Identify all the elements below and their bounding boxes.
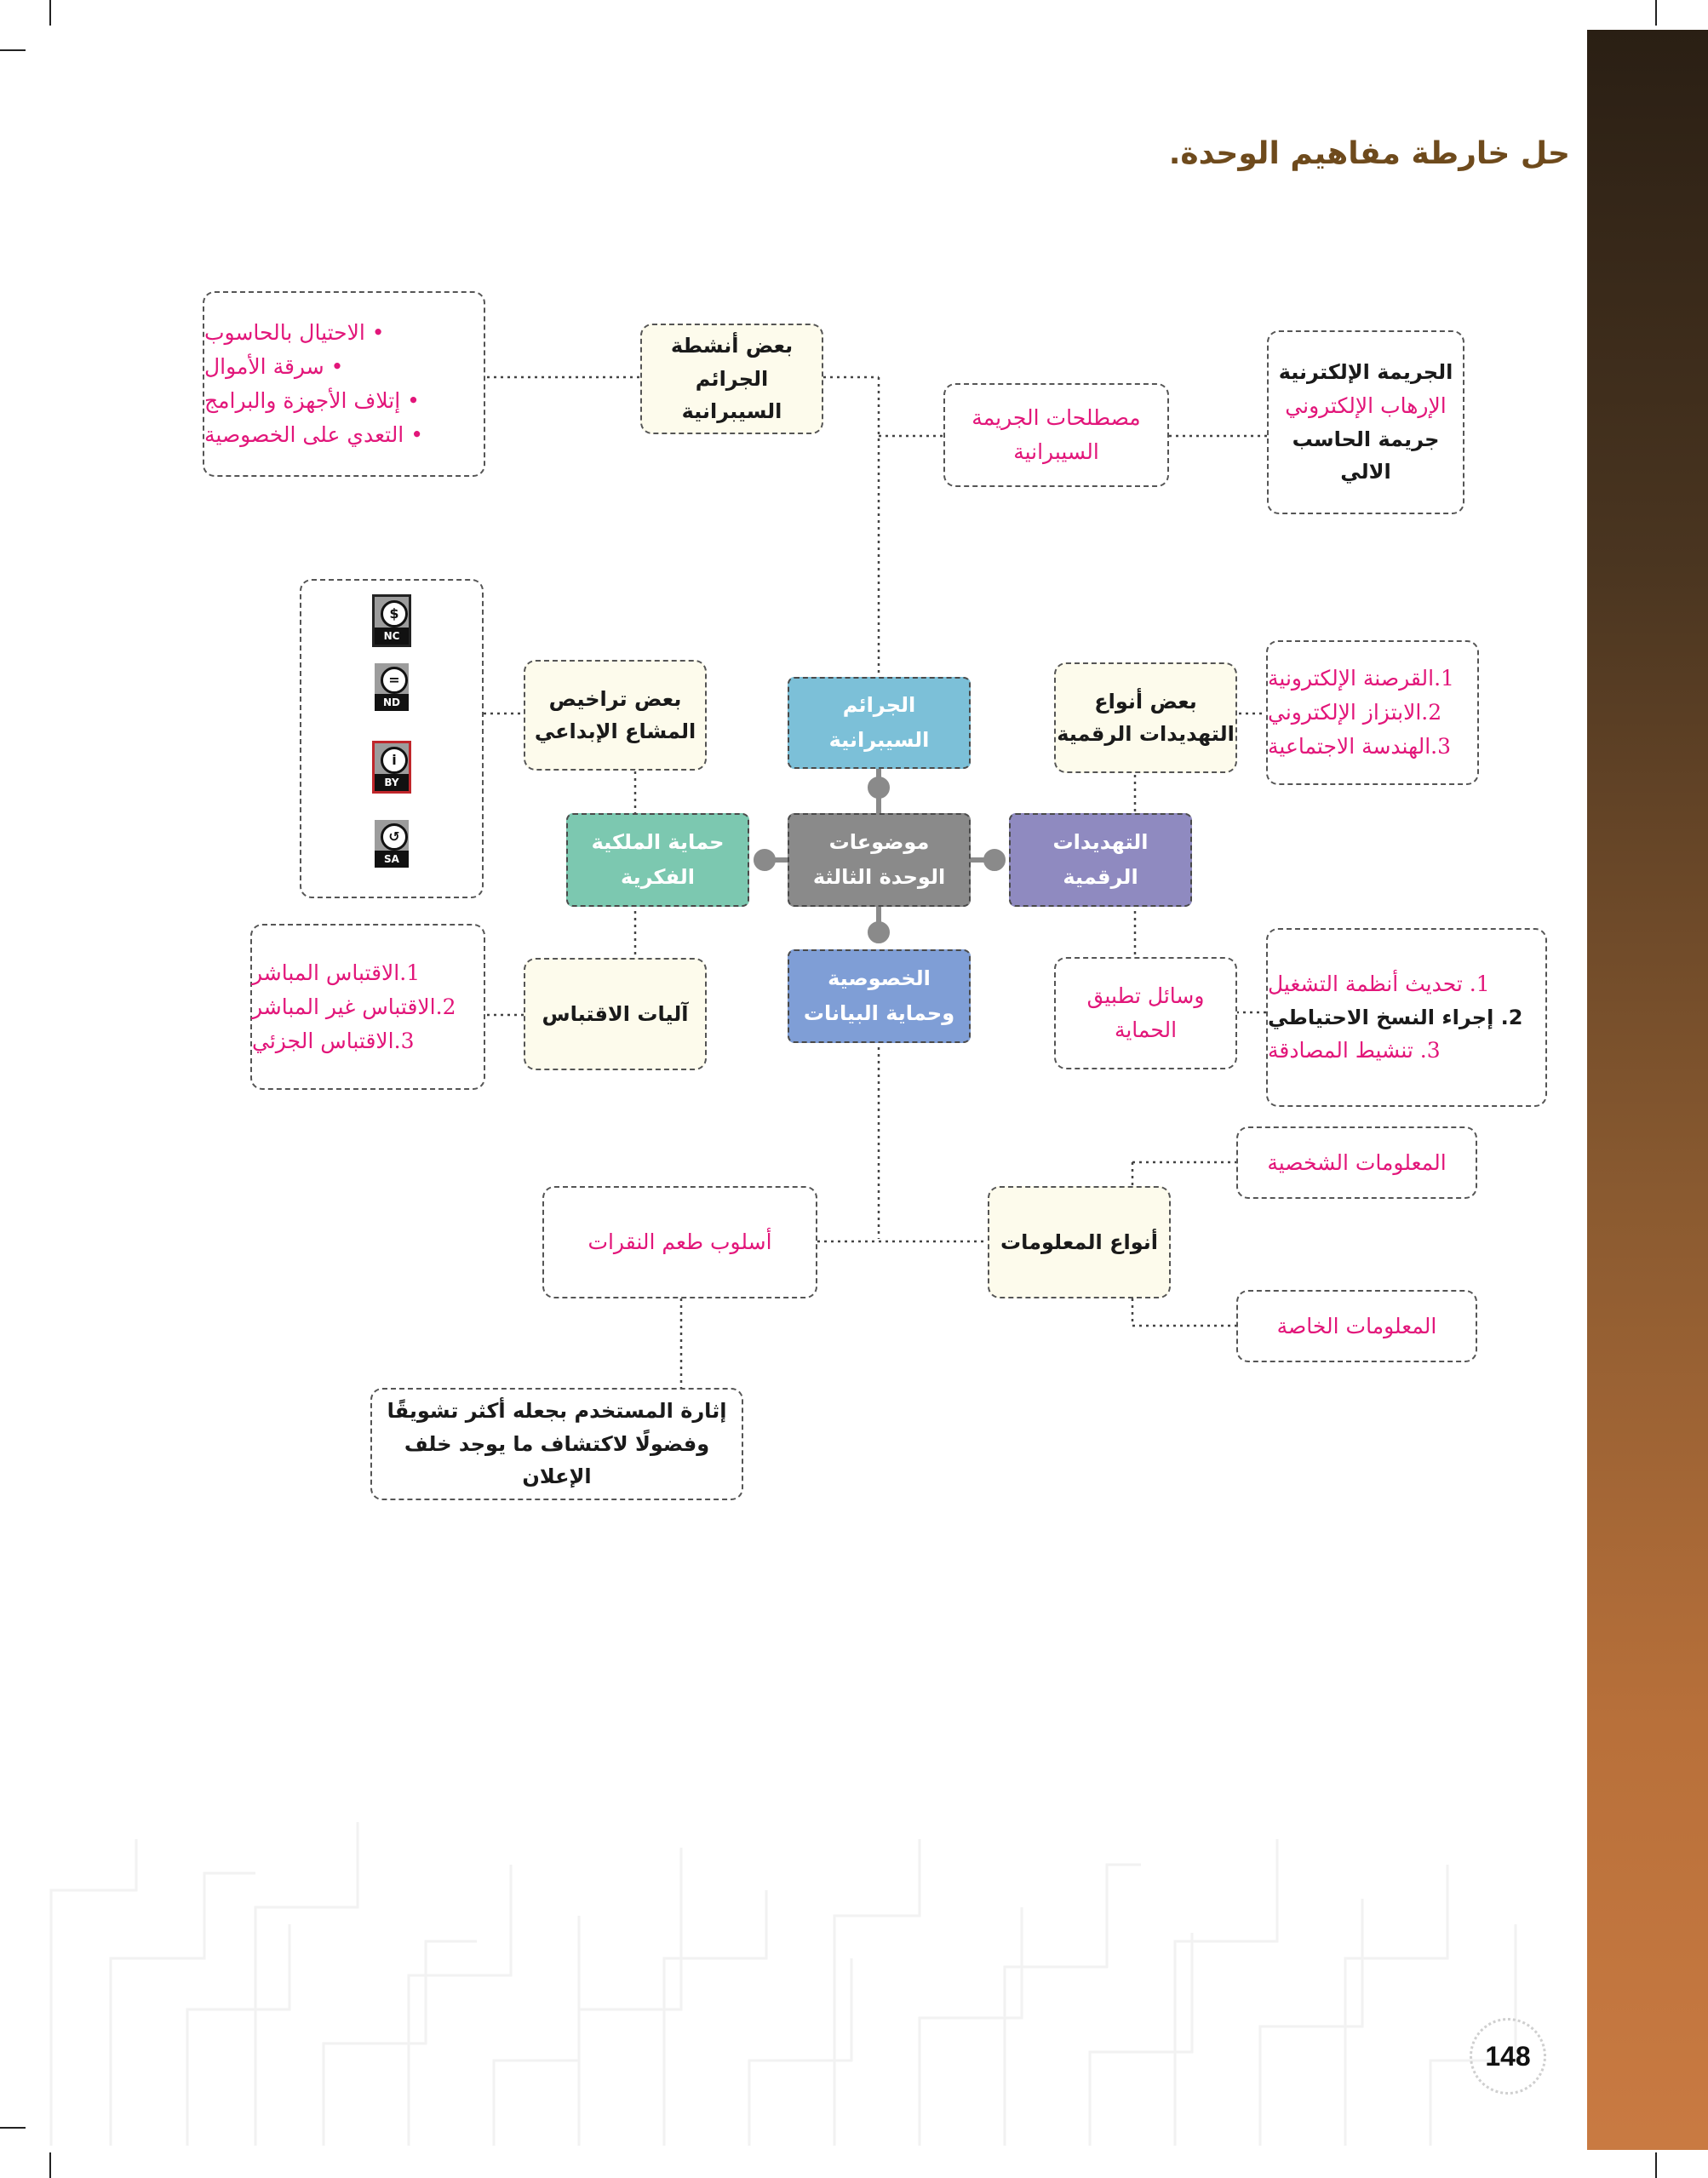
- cc-noderivatives-icon: [372, 661, 411, 714]
- node-digital-threats-line2: الرقمية: [1063, 865, 1138, 889]
- cc-sharealike-icon: [372, 817, 411, 870]
- box-quoting-list: [250, 924, 485, 1090]
- cyber-term-item: جريمة الحاسب الالي: [1292, 427, 1440, 484]
- box-cyber-activities-list: [203, 291, 485, 477]
- page-number: 148: [1470, 2018, 1546, 2095]
- cyber-terms-title-line1: مصطلحات الجريمة: [971, 405, 1141, 430]
- protection-title-line1: وسائل تطبيق: [1086, 983, 1205, 1008]
- node-digital-threats: [1009, 813, 1192, 907]
- info-types-title: أنواع المعلومات: [1000, 1229, 1158, 1254]
- node-intellectual-property-line1: حماية الملكية: [591, 830, 725, 855]
- cyber-activities-title-line2: الجرائم السيبرانية: [681, 366, 782, 424]
- box-clickbait: [542, 1186, 817, 1298]
- cc-noderivatives-glyph: =: [381, 667, 408, 694]
- box-cyber-terms-list: [1267, 330, 1464, 514]
- licenses-title-line2: المشاع الإبداعي: [534, 719, 696, 743]
- node-cyber-crimes-line1: الجرائم: [842, 693, 916, 718]
- cc-noncommercial-label: NC: [375, 628, 409, 645]
- cyber-term-item: الإرهاب الإلكتروني: [1285, 393, 1447, 418]
- threat-type-item: 3.الهندسة الاجتماعية: [1268, 734, 1452, 759]
- quoting-title: آليات الاقتباس: [542, 1001, 689, 1026]
- quoting-item: 1.الاقتباس المباشر: [252, 960, 421, 985]
- page-heading: حل خارطة مفاهيم الوحدة.: [1168, 136, 1570, 171]
- cyber-term-item: الجريمة الإلكترنية: [1278, 360, 1453, 385]
- clickbait-description-line1: إثارة المستخدم بجعله أكثر تشويقًا: [387, 1399, 727, 1424]
- box-licenses-title: [524, 660, 707, 771]
- clickbait: أسلوب طعم النقرات: [587, 1229, 772, 1254]
- cc-sharealike-glyph: ↺: [381, 823, 408, 851]
- cyber-terms-title-line2: السيبرانية: [1013, 439, 1099, 464]
- box-protection-list: [1266, 928, 1547, 1107]
- node-unit-topics: [788, 813, 971, 907]
- box-clickbait-description: [370, 1388, 743, 1500]
- protection-item: 1. تحديث أنظمة التشغيل: [1268, 971, 1490, 996]
- box-cyber-activities-title: [640, 324, 823, 434]
- quoting-item: 3.الاقتباس الجزئي: [252, 1028, 415, 1053]
- node-privacy-line1: الخصوصية: [828, 966, 931, 991]
- node-intellectual-property: [566, 813, 749, 907]
- cc-noncommercial-icon: [372, 594, 411, 647]
- threat-type-item: 2.الابتزاز الإلكتروني: [1268, 700, 1442, 725]
- box-threat-types-title: [1054, 662, 1237, 773]
- protection-item: 2. إجراء النسخ الاحتياطي: [1268, 1005, 1523, 1029]
- cc-sharealike-label: SA: [375, 851, 409, 868]
- threat-type-item: 1.القرصنة الإلكترونية: [1268, 666, 1454, 691]
- personal-info: المعلومات الشخصية: [1267, 1149, 1447, 1175]
- cyber-activity-item: • سرقة الأموال: [204, 354, 344, 379]
- cyber-activity-item: • التعدي على الخصوصية: [204, 422, 423, 447]
- node-privacy-line2: وحماية البيانات: [803, 1001, 955, 1025]
- box-private-info: [1236, 1290, 1477, 1362]
- node-digital-threats-line1: التهديدات: [1052, 830, 1149, 855]
- quoting-item: 2.الاقتباس غير المباشر: [252, 994, 456, 1019]
- cc-noderivatives-label: ND: [375, 694, 409, 711]
- cc-attribution-glyph: i: [381, 747, 408, 774]
- box-protection-title: [1054, 957, 1237, 1069]
- cc-noncommercial-glyph: $: [381, 600, 408, 628]
- cc-attribution-label: BY: [375, 774, 409, 791]
- node-cyber-crimes-line2: السيبرانية: [828, 728, 930, 752]
- node-intellectual-property-line2: الفكرية: [621, 865, 695, 889]
- cyber-activity-item: • إتلاف الأجهزة والبرامج: [204, 388, 420, 413]
- threat-types-title-line2: التهديدات الرقمية: [1057, 722, 1235, 746]
- cyber-activity-item: • الاحتيال بالحاسوب: [204, 320, 385, 345]
- private-info: المعلومات الخاصة: [1276, 1313, 1437, 1338]
- box-threat-types-list: [1266, 640, 1479, 785]
- clickbait-description-line2: وفضولًا لاكتشاف ما يوجد خلف الإعلان: [404, 1431, 710, 1489]
- box-info-types-title: [988, 1186, 1171, 1298]
- node-unit-topics-line1: موضوعات: [828, 830, 930, 855]
- box-cyber-terms-title: [943, 383, 1169, 487]
- box-quoting-title: [524, 958, 707, 1070]
- node-privacy: [788, 949, 971, 1043]
- licenses-title-line1: بعض تراخيص: [548, 686, 682, 711]
- protection-item: 3. تنشيط المصادقة: [1268, 1038, 1441, 1063]
- cyber-activities-title-line1: بعض أنشطة: [670, 334, 794, 358]
- protection-title-line2: الحماية: [1114, 1017, 1178, 1042]
- cc-attribution-icon: [372, 741, 411, 794]
- box-personal-info: [1236, 1126, 1477, 1199]
- threat-types-title-line1: بعض أنواع: [1094, 689, 1197, 714]
- node-unit-topics-line2: الوحدة الثالثة: [812, 865, 946, 889]
- node-cyber-crimes: [788, 677, 971, 769]
